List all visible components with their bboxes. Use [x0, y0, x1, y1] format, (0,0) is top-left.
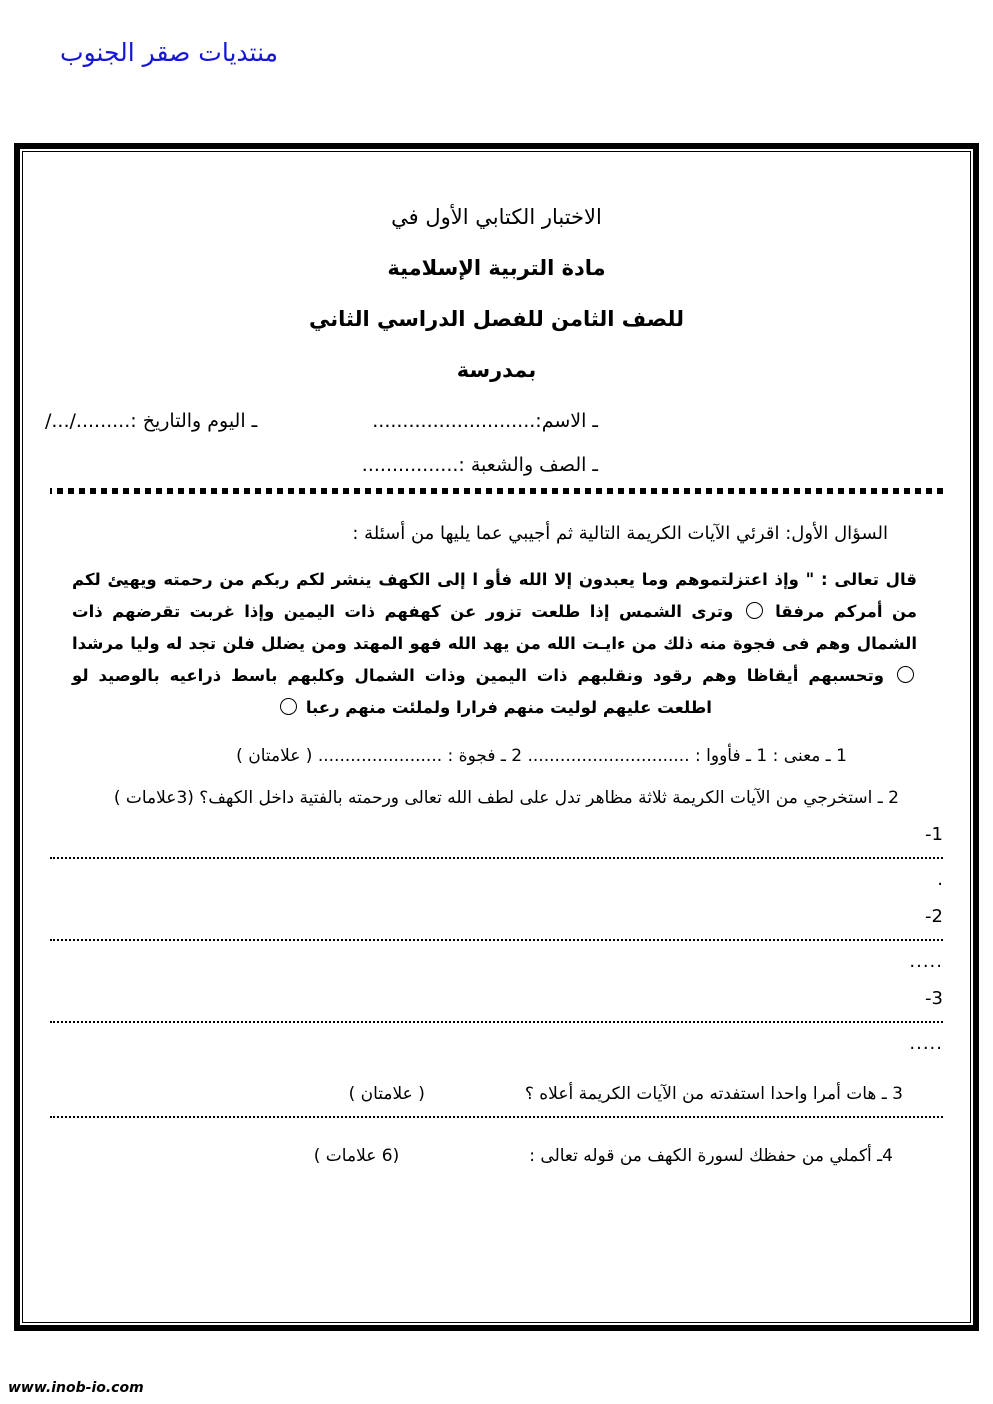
question-1-blank-1[interactable]: ..............................: [527, 746, 690, 767]
exam-title-line-1: الاختبار الكتابي الأول في: [391, 205, 602, 229]
verse-part-2: وترى الشمس إذا طلعت تزور عن كهفهم ذات اليمين وإذا غربت تقرضهم ذات الشمال وهم فى فجوة منه ذلك من ءايـت الله من يهد الله فهو المهتد ومن يضلل فلن تجد له وليا مرشدا: [72, 601, 917, 653]
exam-title-line-2: مادة التربية الإسلامية: [387, 256, 606, 281]
student-class-field[interactable]: ـ الصف والشعبة :................: [361, 453, 598, 476]
student-name-field[interactable]: ـ الاسم:...........................: [372, 409, 598, 432]
question-3-marks: ( علامتان ): [348, 1084, 425, 1105]
question-4-marks: (6 علامات ): [313, 1146, 400, 1167]
exam-date-field[interactable]: ـ اليوم والتاريخ :........./.../: [44, 409, 258, 432]
question-1-marks: ( علامتان ): [236, 746, 313, 767]
question-4-text: 4ـ أكملي من حفظك لسورة الكهف من قوله تعالى :: [529, 1146, 893, 1167]
question-3-text: 3 ـ هات أمرا واحدا استفدته من الآيات الكريمة أعلاه ؟: [524, 1084, 903, 1105]
answer-number-2: 2-: [925, 906, 943, 928]
answer-line-1[interactable]: [50, 857, 943, 859]
forum-watermark: منتديات صقر الجنوب: [60, 38, 278, 67]
ayah-marker-icon: [280, 698, 297, 715]
exam-sheet: [20, 149, 973, 1325]
question-1-prefix: 1 ـ معنى : 1 ـ فأووا :: [695, 746, 847, 767]
identity-row-second: [50, 454, 943, 476]
section-divider: [50, 488, 943, 499]
question-1-mid: 2 ـ فجوة :: [447, 746, 523, 767]
question-1-blank-2[interactable]: .......................: [317, 746, 443, 767]
site-url-footer: www.inob-io.com: [8, 1380, 144, 1396]
verse-part-3: وتحسبهم أيقاظا وهم رقود ونقلبهم ذات اليمين وذات الشمال وكلبهم باسط ذراعيه بالوصيد لو اطلعت عليهم لوليت منهم فرارا ولملئت منهم رعبا: [72, 666, 885, 718]
answer-line-2[interactable]: [50, 939, 943, 941]
question-3: [50, 1084, 943, 1104]
quran-verse-block: [50, 564, 943, 725]
identity-row-first: [44, 409, 943, 432]
question-2: 2 ـ استخرجي من الآيات الكريمة ثلاثة مظاهر تدل على لطف الله تعالى ورحمته بالفتية داخل الكهف؟ (3علامات ): [113, 788, 899, 809]
exam-title-line-4: بمدرسة: [456, 358, 537, 383]
answer-number-3: 3-: [925, 988, 943, 1010]
ayah-marker-icon: [746, 602, 763, 619]
question-1: [50, 746, 847, 766]
answer-tail-3: .....: [909, 1033, 943, 1055]
question-4: [50, 1146, 943, 1166]
answer-line-3[interactable]: [50, 1021, 943, 1023]
answer-number-1: 1-: [925, 824, 943, 846]
exam-page-frame: [14, 143, 979, 1331]
ayah-marker-icon: [897, 666, 914, 683]
answer-line-q3[interactable]: [50, 1116, 943, 1118]
answer-tail-2: .....: [909, 951, 943, 973]
exam-title-line-3: للصف الثامن للفصل الدراسي الثاني: [309, 307, 684, 332]
verse-part-1: قال تعالى : " وإذ اعتزلتموهم وما يعبدون إلا الله فأو ا إلى الكهف ينشر لكم ربكم من رحمته ويهيئ لكم من أمركم مرفقا: [72, 569, 918, 621]
answer-tail-1: .: [937, 869, 943, 891]
question-lead: السؤال الأول: اقرئي الآيات الكريمة التالية ثم أجيبي عما يليها من أسئلة :: [352, 522, 888, 544]
